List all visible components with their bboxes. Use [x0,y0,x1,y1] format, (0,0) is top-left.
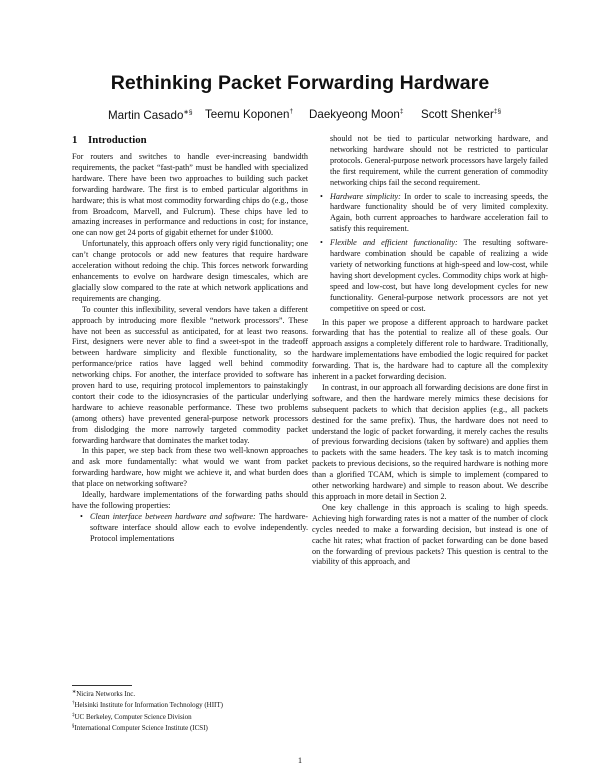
author: Daekyeong Moon‡ [309,108,404,121]
paragraph: In contrast, in our approach all forwarding decisions are done first in software, and then the hardware merely mimics these decisions for subsequent packets to which that decision applies (e.g., all packets destined for the same prefix). Thus, the hardware does not need to understand the logic of packet forwarding, it merely caches the results of previous forwarding decisions (taken by software) and applies them to packets with the same headers. The key task is to match incoming packets to previous decisions, so the required hardware is nothing more than a glorified TCAM, which is simple to implement (compared to other networking hardware) and simple to reason about. We describe this approach in more detail in Section 2. [312,382,548,501]
list-item-continuation: should not be tied to particular networking hardware, and networking hardware should not be restricted to particular protocols. General-purpose network processors have largely failed the first requirement, while the current generation of commodity networking chips fail the second requirement. [330,134,548,187]
bullet-icon: • [80,511,83,521]
footnote: †Helsinki Institute for Information Technology (HIIT) [72,701,223,710]
paragraph: In this paper, we step back from these two well-known approaches and ask more fundamentally: what would we want from packet forwarding hardware, how might we achieve it, and what burden does that place on networking software? [72,446,308,489]
bullet-icon: • [320,191,323,201]
footnote-rule [72,685,132,686]
footnote: ‡UC Berkeley, Computer Science Division [72,712,192,721]
paragraph: For routers and switches to handle ever-increasing bandwidth requirements, the packet “fast-path” must be handled with specialized hardware. There have been two approaches to building such packet forwarding hardware. The first is to embed particular algorithms in hardware; this is what most commodity forwarding chips do (e.g., those from Broadcom, Marvell, and Fulcrum). These chips have led to amazing increases in performance and reductions in cost; for instance, one can now get 24 ports of gigabit ethernet for under $1000. [72,152,308,238]
paragraph: Ideally, hardware implementations of the forwarding paths should have the following properties: [72,490,308,510]
paragraph: In this paper we propose a different approach to hardware packet forwarding that has the potential to realize all of these goals. Our approach assigns a completely different role to hardware. Traditionally, hardware implementations have embodied the logic required for packet forwarding. That is, the hardware had to capture all the complexity inherent in a packet forwarding decision. [312,317,548,382]
paragraph: One key challenge in this approach is scaling to high speeds. Achieving high forwarding rates is not a matter of the number of clock cycles needed to make a forwarding decision, but instead is one of cache hit rates; what fraction of packet forwarding can be done based on the forwarding of previous packets? This question is central to the viability of this approach, and [312,502,548,567]
property-list [72,512,308,545]
section-heading: 1 Introduction [72,134,147,146]
property-list-continued [312,134,548,315]
paragraph: Unfortunately, this approach offers only very rigid functionality; one can’t change protocols or add new features that require hardware acceleration without redoing the chip. This forces network forwarding enhancements to evolve on hardware design timescales, which are glacially slow compared to the rate at which network applications and requirements are changing. [72,239,308,303]
list-item: • Flexible and efficient functionality: The resulting software-hardware combination should be capable of realizing a wide variety of networking functions at high-speed and low-cost, while having short development cycles. Commodity chips work at high-speed and low-cost, but have long development cycles for new functionality. General-purpose network processors are not yet competitive on speed or cost. [320,238,549,313]
right-column [312,134,548,568]
footnote: §International Computer Science Institute (ICSI) [72,724,208,733]
footnote: ∗Nicira Networks Inc. [72,690,136,698]
paragraph: To counter this inflexibility, several vendors have taken a different approach by introducing more flexible “network processors”. These have not been as successful as anticipated, for at least two reasons. First, designers were never able to find a sweet-spot in the tradeoff between hardware simplicity and flexible functionality, so the performance/price ratios have lagged well behind commodity networking chips. For another, the interface provided to software has proven hard to use, requiring protocol implementors to painstakingly contort their code to the idiosyncrasies of the particular underlying hardware to achieve reasonable performance. These two problems (among others) have prevented general-purpose network processors from dislodging the more narrowly targeted commodity packet forwarding hardware that dominates the market today. [72,304,308,445]
author: Teemu Koponen† [205,108,294,121]
left-column [72,134,308,548]
list-item: • Clean interface between hardware and software: The hardware-software interface should allow each to evolve independently. Protocol implementations [80,511,308,543]
list-item: • Hardware simplicity: In order to scale to increasing speeds, the hardware functionality should be of very limited complexity. Again, both current approaches to hardware acceleration fail to satisfy this requirement. [320,191,549,234]
bullet-icon: • [320,238,323,248]
paper-title: Rethinking Packet Forwarding Hardware [110,72,490,94]
footnotes [72,688,308,734]
page-number: 1 [297,755,303,765]
author-list [0,108,600,124]
author: Martin Casado∗§ [108,109,193,122]
author: Scott Shenker‡§ [421,108,502,121]
